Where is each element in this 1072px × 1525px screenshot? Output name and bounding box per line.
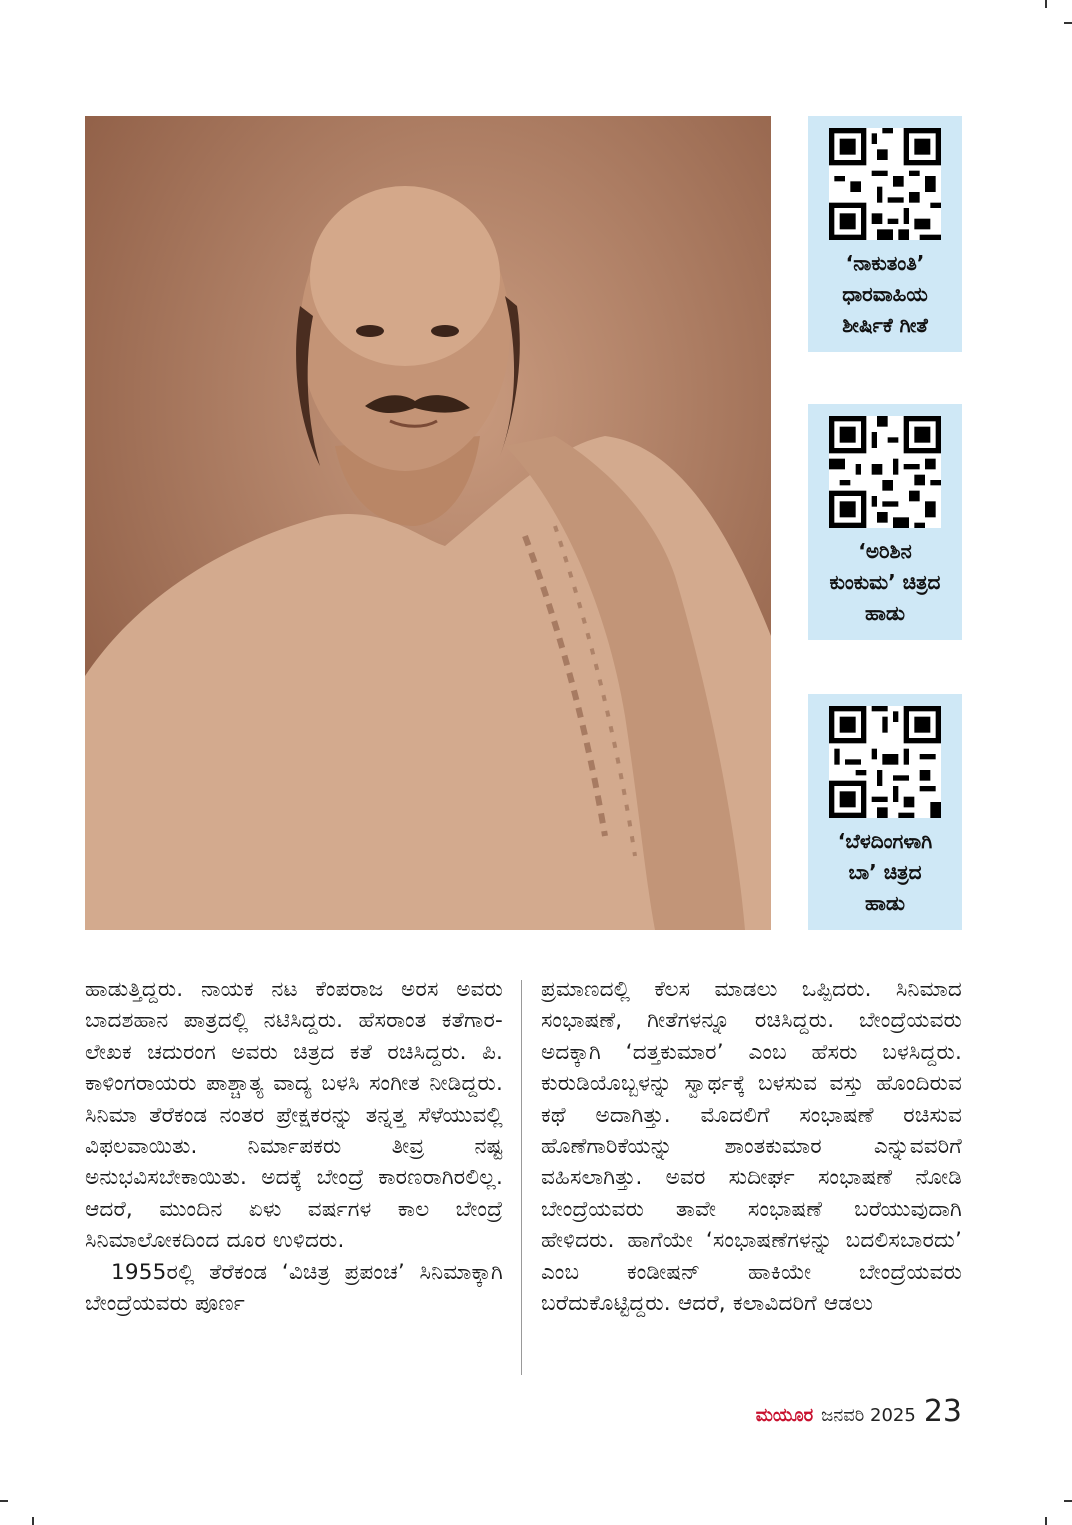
crop-mark xyxy=(0,1500,8,1502)
article-column-right xyxy=(541,974,962,1319)
column-divider xyxy=(521,980,522,1375)
issue-date: ಜನವರಿ 2025 xyxy=(821,1405,916,1426)
qr-caption: ‘ಅರಿಶಿನ ಕುಂಕುಮ’ ಚಿತ್ರದ ಹಾಡು xyxy=(829,539,941,625)
article-column-left xyxy=(85,974,503,1319)
paragraph: ಹಾಡುತ್ತಿದ್ದರು. ನಾಯಕ ನಟ ಕೆಂಪರಾಜ ಅರಸ ಅವರು ಬಾದಶಹಾನ ಪಾತ್ರದಲ್ಲಿ ನಟಿಸಿದ್ದರು. ಹೆಸರಾಂತ ಕತೆಗಾರ-ಲೇಖಕ ಚದುರಂಗ ಅವರು ಚಿತ್ರದ ಕತೆ ರಚಿಸಿದ್ದರು. ಪಿ. ಕಾಳಿಂಗರಾಯರು ಪಾಶ್ಚಾತ್ಯ ವಾದ್ಯ ಬಳಸಿ ಸಂಗೀತ ನೀಡಿದ್ದರು. ಸಿನಿಮಾ ತೆರೆಕಂಡ ನಂತರ ಪ್ರೇಕ್ಷಕರನ್ನು ತನ್ನತ್ತ ಸೆಳೆಯುವಲ್ಲಿ ವಿಫಲವಾಯಿತು. ನಿರ್ಮಾಪಕರು ತೀವ್ರ ನಷ್ಟ ಅನುಭವಿಸಬೇಕಾಯಿತು. ಅದಕ್ಕೆ ಬೇಂದ್ರೆ ಕಾರಣರಾಗಿರಲಿಲ್ಲ. ಆದರೆ, ಮುಂದಿನ ಏಳು ವರ್ಷಗಳ ಕಾಲ ಬೇಂದ್ರೆ ಸಿನಿಮಾಲೋಕದಿಂದ ದೂರ ಉಳಿದರು. xyxy=(85,977,503,1254)
crop-mark xyxy=(1064,22,1072,24)
qr-code-icon[interactable] xyxy=(829,416,941,528)
crop-mark xyxy=(1045,1517,1047,1525)
page-footer xyxy=(756,1394,962,1429)
crop-mark xyxy=(1064,1500,1072,1502)
crop-mark xyxy=(1045,0,1047,8)
crop-mark xyxy=(32,1517,34,1525)
qr-panel-1 xyxy=(808,116,962,352)
portrait-photo xyxy=(85,116,771,930)
qr-panel-2 xyxy=(808,404,962,640)
qr-code-icon[interactable] xyxy=(829,706,941,818)
qr-panel-3 xyxy=(808,694,962,930)
magazine-logo: ಮಯೂರ xyxy=(755,1405,814,1426)
paragraph: 1955ರಲ್ಲಿ ತೆರೆಕಂಡ ‘ವಿಚಿತ್ರ ಪ್ರಪಂಚ’ ಸಿನಿಮಾಕ್ಕಾಗಿ ಬೇಂದ್ರೆಯವರು ಪೂರ್ಣ xyxy=(85,1259,503,1317)
paragraph: ಪ್ರಮಾಣದಲ್ಲಿ ಕೆಲಸ ಮಾಡಲು ಒಪ್ಪಿದರು. ಸಿನಿಮಾದ ಸಂಭಾಷಣೆ, ಗೀತೆಗಳನ್ನೂ ರಚಿಸಿದ್ದರು. ಬೇಂದ್ರೆಯವರು ಅದಕ್ಕಾಗಿ ‘ದತ್ತಕುಮಾರ’ ಎಂಬ ಹೆಸರು ಬಳಸಿದ್ದರು. ಕುರುಡಿಯೊಬ್ಬಳನ್ನು ಸ್ವಾರ್ಥಕ್ಕೆ ಬಳಸುವ ವಸ್ತು ಹೊಂದಿರುವ ಕಥೆ ಅದಾಗಿತ್ತು. ಮೊದಲಿಗೆ ಸಂಭಾಷಣೆ ರಚಿಸುವ ಹೊಣೆಗಾರಿಕೆಯನ್ನು ಶಾಂತಕುಮಾರ ಎನ್ನುವವರಿಗೆ ವಹಿಸಲಾಗಿತ್ತು. ಅವರ ಸುದೀರ್ಘ ಸಂಭಾಷಣೆ ನೋಡಿ ಬೇಂದ್ರೆಯವರು ತಾವೇ ಸಂಭಾಷಣೆ ಬರೆಯುವುದಾಗಿ ಹೇಳಿದರು. ಹಾಗೆಯೇ ‘ಸಂಭಾಷಣೆಗಳನ್ನು ಬದಲಿಸಬಾರದು’ ಎಂಬ ಕಂಡೀಷನ್ ಹಾಕಿಯೇ ಬೇಂದ್ರೆಯವರು ಬರೆದುಕೊಟ್ಟಿದ್ದರು. ಆದರೆ, ಕಲಾವಿದರಿಗೆ ಆಡಲು xyxy=(541,977,962,1317)
qr-code-icon[interactable] xyxy=(829,128,941,240)
page-number: 23 xyxy=(923,1394,962,1429)
qr-caption: ‘ನಾಕುತಂತಿ’ ಧಾರವಾಹಿಯ ಶೀರ್ಷಿಕೆ ಗೀತೆ xyxy=(842,251,928,337)
qr-caption: ‘ಬೆಳದಿಂಗಳಾಗಿ ಬಾ’ ಚಿತ್ರದ ಹಾಡು xyxy=(837,829,933,915)
